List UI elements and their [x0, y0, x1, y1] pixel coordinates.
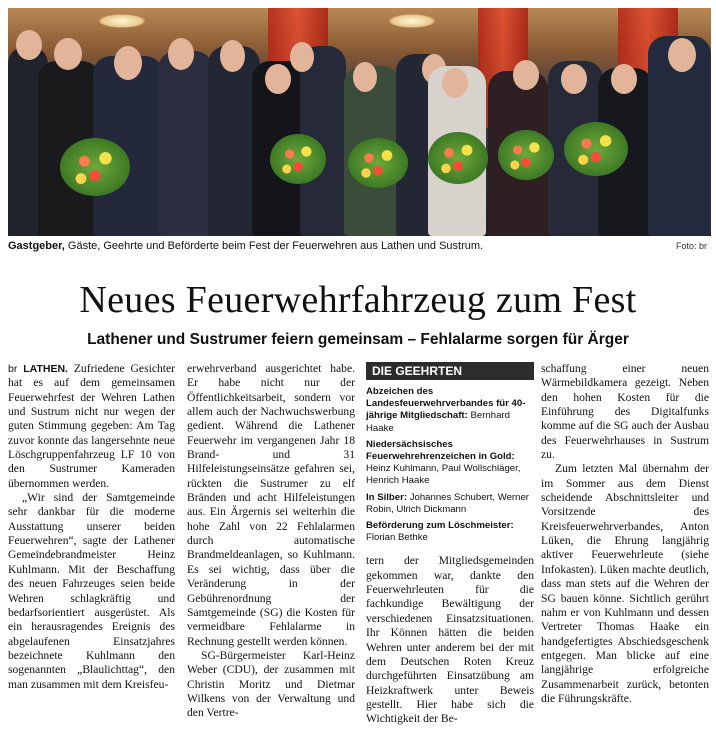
article-paragraph: tern der Mitgliedsgemeinden gekommen war, dankte den Feuerwehrleuten für die fachkundige Bewältigung der verschiedenen Einsatzsituationen. Ihr Können hätten die beiden Wehren unter anderem bei der mit dem Deutschen Roten Kreuz durchgeführten Einsatzübung am Heizkraftwerk unter Beweis gestellt. Hier habe sich die Wichtigkeit der Be- — [366, 554, 534, 726]
person-head — [611, 64, 637, 94]
honor-names: Heinz Kuhlmann, Paul Wollschläger, Henrich Haake — [366, 463, 521, 487]
headline: Neues Feuerwehrfahrzeug zum Fest — [79, 279, 637, 321]
honor-names: Johannes Schubert, Werner Robin, Ulrich Dickmann — [366, 491, 529, 515]
flower-bouquet — [270, 134, 326, 184]
person — [158, 51, 213, 236]
dateline: LATHEN. — [23, 363, 68, 375]
article-paragraph: SG-Bürgermeister Karl-Heinz Weber (CDU), der zusammen mit Christin Moritz und Dietmar Wilkens von der Verwaltung und den Vertre- — [187, 648, 355, 720]
person-head — [513, 60, 539, 90]
flower-bouquet — [498, 130, 554, 180]
honor-names: Florian Bethke — [366, 532, 428, 544]
lamp-decor — [98, 14, 146, 28]
caption-lead: Gastgeber, — [8, 240, 65, 252]
honor-names: Bernhard Haake — [366, 410, 510, 434]
infobox — [366, 386, 534, 544]
person-head — [353, 62, 377, 92]
person-head — [54, 38, 82, 70]
article-paragraph: „Wir sind der Samtgemeinde sehr dankbar für die moderne Ausstattung unserer beiden Feuerwehren“, sagte der Lathener Gemeindebrandmeister Heinz Kuhlmann. Mit der Beschaffung des neuen Fahrzeuges seien beide Wehren schlagkräftig und bedarfsorientiert ausgerüstet. Als ein herausragendes Ereignis des abgelaufenen Einsatzjahres bezeichnete Kuhlmann den sogenannten „Blaulichttag“, den man zusammen mit dem Kreisfeu- — [8, 491, 175, 691]
flower-bouquet — [348, 138, 408, 188]
honor-label: Abzeichen des Landesfeuerwehrverbandes für 40-jährige Mitgliedschaft: — [366, 386, 526, 422]
author-initials: br — [8, 363, 24, 375]
article-column-2 — [187, 362, 355, 721]
person-head — [220, 40, 245, 72]
honor-entry — [366, 439, 534, 488]
lamp-decor — [388, 14, 436, 28]
honor-entry — [366, 492, 534, 516]
honor-label: Niedersächsisches Feuerwehrehrenzeichen in Gold: — [366, 438, 515, 463]
honor-label: In Silber: — [366, 491, 408, 503]
photo-credit: Foto: br — [675, 241, 707, 251]
article-column-1 — [8, 362, 175, 692]
infobox-title: DIE GEEHRTEN — [366, 362, 534, 380]
honor-label: Beförderung zum Löschmeister: — [366, 520, 514, 532]
flower-bouquet — [60, 138, 130, 196]
honor-entry — [366, 386, 534, 435]
group-photo — [8, 8, 711, 236]
person-head — [265, 64, 291, 94]
person-head — [561, 64, 587, 94]
person-head — [442, 68, 468, 98]
article-paragraph — [8, 362, 175, 491]
person-head — [668, 38, 696, 72]
subheadline: Lathener und Sustrumer feiern gemeinsam – Fehlalarme sorgen für Ärger — [87, 331, 629, 348]
person-head — [114, 46, 142, 80]
person-head — [290, 42, 314, 72]
flower-bouquet — [428, 132, 488, 184]
honor-entry — [366, 520, 534, 544]
person-head — [16, 30, 42, 60]
article-column-4 — [541, 362, 709, 706]
paragraph-text: Zufriedene Gesichter hat es auf dem gemeinsamen Feuerwehrfest der Wehren Lathen und Sustrum nicht nur wegen der guten Stimmung gegeben: Am Tag zuvor konnte das langersehnte neue Löschgruppenfahrzeug LF 10 von den Sustrumer Kameraden übernommen werden. — [8, 362, 175, 490]
article-column-3 — [366, 362, 534, 727]
article-paragraph: schaffung einer neuen Wärmebildkamera gezeigt. Neben den hohen Kosten für die Einführung des Digitalfunks komme auf die SG auch der Ausbau des Feuerwehrhauses in Sustrum zu. — [541, 362, 709, 462]
caption-text: Gäste, Geehrte und Beförderte beim Fest der Feuerwehren aus Lathen und Sustrum. — [64, 240, 484, 252]
article-paragraph: Zum letzten Mal übernahm der im Sommer aus dem Dienst scheidende Abschnittsleiter und Vorsitzende des Kreisfeuerwehrverbandes, Anton Lüken, die Ehrung langjährig aktiver Feuerwehrleute (siehe Infokasten). Lüken machte deutlich, dass man stets auf die Wehren der SG bauen könne. Sichtlich gerührt nahm er von Kuhlmann und dessen Vertreter Thomas Haake ein handgefertigtes Abschiedsgeschenk entgegen. Man blicke auf eine langjährige erfolgreiche Zusammenarbeit zurück, betonten die Führungskräfte. — [541, 462, 709, 705]
person-head — [168, 38, 194, 70]
photo-caption — [8, 239, 711, 253]
flower-bouquet — [564, 122, 628, 176]
article-paragraph: erwehrverband ausgerichtet habe. Er habe nicht nur der Öffentlichkeitsarbeit, sondern vor allem auch der Nachwuchswerbung gedient. Während die Lathener Feuerwehr im vergangenen Jahr 18 Brand- und 31 Hilfeleistungseinsätze gefahren sei, rückten die Sustrumer zu elf Bränden und acht Hilfeleistungen aus. Ein Ärgernis sei weiterhin die hohe Zahl von 22 Fehlalarmen durch automatische Brandmeldeanlagen, so Kuhlmann. Es sei wichtig, dass über die Veränderung in der Gebührenordnung der Samtgemeinde (SG) die Kosten für vermeidbare Fehlalarme in Rechnung gestellt werden können. — [187, 362, 355, 648]
